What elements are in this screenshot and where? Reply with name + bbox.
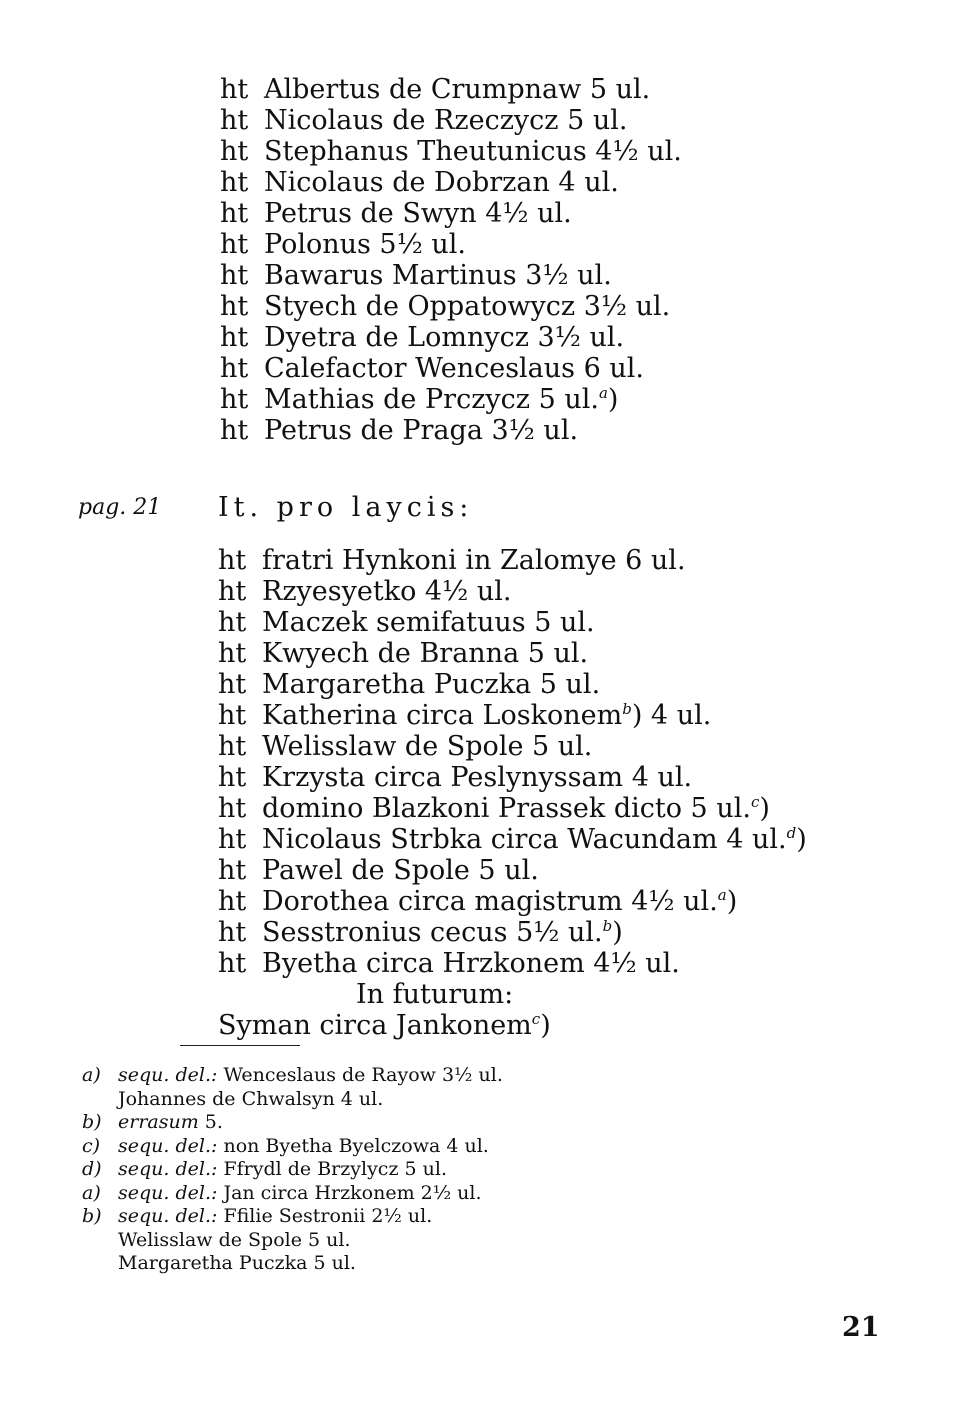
entry-prefix: ht — [220, 353, 249, 384]
entry-text-after: ) — [759, 793, 770, 824]
entry-prefix: ht — [218, 638, 247, 669]
entry-prefix: ht — [218, 762, 247, 793]
footnote-note: sequ. del.: — [118, 1064, 218, 1086]
entry-line — [218, 886, 807, 917]
entry-text-after: ) — [540, 1010, 551, 1041]
footnote-letter: d) — [82, 1158, 102, 1180]
entry-prefix: ht — [220, 322, 249, 353]
future-heading: In futurum: — [356, 979, 514, 1010]
footnote — [82, 1064, 503, 1088]
footnote-marker: c — [750, 793, 760, 811]
entry-line — [218, 793, 807, 824]
entry-text: Calefactor Wenceslaus 6 ul. — [264, 353, 644, 384]
entry-prefix: ht — [220, 291, 249, 322]
footnote-text: Ffrydl de Brzylycz 5 ul. — [223, 1158, 447, 1180]
entry-text: Byetha circa Hrzkonem 4½ ul. — [262, 948, 680, 979]
entry-text: fratri Hynkoni in Zalomye 6 ul. — [262, 545, 686, 576]
footnote-continuation: Margaretha Puczka 5 ul. — [118, 1252, 356, 1274]
entry-text: Katherina circa Loskonem — [262, 700, 623, 731]
entry-text: Albertus de Crumpnaw 5 ul. — [264, 74, 651, 105]
entry-text: Maczek semifatuus 5 ul. — [262, 607, 595, 638]
entry-text: Syman circa Jankonem — [218, 1010, 532, 1041]
entry-list-laity — [218, 545, 807, 1041]
entry-prefix: ht — [220, 74, 249, 105]
footnote-text: non Byetha Byelczowa 4 ul. — [223, 1134, 489, 1157]
entry-prefix: ht — [218, 545, 247, 576]
entry-text-after: ) 4 ul. — [631, 700, 712, 731]
entry-prefix: ht — [218, 576, 247, 607]
footnote-letter: a) — [82, 1064, 101, 1086]
footnote-note: sequ. del.: — [118, 1181, 218, 1204]
footnote — [82, 1182, 503, 1206]
entry-text-after: ) — [607, 384, 619, 415]
entry-line — [218, 731, 807, 762]
footnote-marker: c — [531, 1010, 541, 1028]
entry-line — [220, 105, 682, 136]
entry-text: domino Blazkoni Prassek dicto 5 ul. — [262, 793, 751, 824]
entry-prefix: ht — [220, 198, 249, 229]
entry-text: Styech de Oppatowycz 3½ ul. — [264, 291, 671, 322]
entry-prefix: ht — [220, 415, 249, 446]
entry-text: Mathias de Prczycz 5 ul. — [264, 384, 599, 415]
footnotes — [82, 1064, 503, 1276]
entry-prefix: ht — [218, 607, 247, 638]
footnote — [82, 1111, 503, 1135]
footnote-marker: b — [602, 917, 613, 935]
entry-prefix: ht — [218, 669, 247, 700]
entry-line — [218, 700, 807, 731]
entry-prefix: ht — [218, 700, 247, 731]
footnote-marker: a — [598, 384, 608, 402]
footnote-marker: a — [717, 886, 727, 904]
entry-text: Rzyesyetko 4½ ul. — [262, 576, 512, 607]
section-heading: It. pro laycis: — [218, 492, 474, 523]
entry-text-after: ) — [612, 917, 623, 948]
entry-line — [218, 669, 807, 700]
entry-text: Margaretha Puczka 5 ul. — [262, 669, 601, 700]
footnote — [82, 1205, 503, 1229]
entry-text: Nicolaus de Rzeczycz 5 ul. — [264, 105, 628, 136]
entry-text: Nicolaus de Dobrzan 4 ul. — [264, 167, 619, 198]
entry-line — [218, 948, 807, 979]
entry-line — [218, 824, 807, 855]
entry-line — [220, 198, 682, 229]
footnote-continuation: Johannes de Chwalsyn 4 ul. — [118, 1087, 384, 1110]
entry-line — [218, 762, 807, 793]
margin-page-reference: pag. 21 — [78, 495, 162, 520]
entry-prefix: ht — [220, 229, 249, 260]
footnote-letter: a) — [82, 1181, 101, 1204]
entry-line — [218, 607, 807, 638]
entry-line — [220, 384, 682, 415]
entry-text: Bawarus Martinus 3½ ul. — [264, 260, 612, 291]
entry-line — [218, 917, 807, 948]
entry-text: Petrus de Praga 3½ ul. — [264, 415, 579, 446]
entry-line — [218, 638, 807, 669]
footnote-marker: b — [622, 700, 632, 718]
entry-line — [220, 167, 682, 198]
entry-line — [218, 545, 807, 576]
entry-line — [220, 353, 682, 384]
footnote-text: Ffilie Sestronii 2½ ul. — [223, 1205, 433, 1227]
entry-line — [220, 229, 682, 260]
footnote-note: sequ. del.: — [118, 1134, 218, 1157]
entry-prefix: ht — [220, 136, 249, 167]
entry-line — [220, 136, 682, 167]
footnote-note: errasum — [118, 1111, 199, 1133]
entry-prefix: ht — [218, 731, 247, 762]
entry-line — [220, 74, 682, 105]
entry-text-after: ) — [796, 824, 807, 855]
entry-line — [220, 291, 682, 322]
entry-line — [220, 322, 682, 353]
entry-prefix: ht — [218, 948, 247, 979]
entry-prefix: ht — [220, 260, 249, 291]
entry-text: Nicolaus Strbka circa Wacundam 4 ul. — [262, 824, 787, 855]
entry-text: Dorothea circa magistrum 4½ ul. — [262, 886, 718, 917]
entry-text: Welisslaw de Spole 5 ul. — [262, 731, 593, 762]
footnote-continuation: Welisslaw de Spole 5 ul. — [118, 1228, 351, 1251]
entry-text: Polonus 5½ ul. — [264, 229, 466, 260]
entry-text: Krzysta circa Peslynyssam 4 ul. — [262, 762, 693, 793]
future-entry — [218, 1010, 807, 1041]
footnote-text: 5. — [204, 1111, 223, 1133]
entry-prefix: ht — [218, 917, 247, 948]
footnote-letter: c) — [82, 1134, 101, 1157]
entry-line — [220, 260, 682, 291]
page-number: 21 — [842, 1312, 880, 1343]
entry-prefix: ht — [220, 384, 249, 415]
footnote-text: Wenceslaus de Rayow 3½ ul. — [223, 1064, 503, 1086]
footnote-letter: b) — [82, 1111, 102, 1133]
entry-list-clergy — [220, 74, 682, 446]
footnote-note: sequ. del.: — [118, 1205, 218, 1227]
footnote — [82, 1135, 503, 1159]
footnote-marker: d — [786, 824, 797, 842]
footnote-text: Jan circa Hrzkonem 2½ ul. — [223, 1181, 482, 1204]
footnote-note: sequ. del.: — [118, 1158, 218, 1180]
entry-text: Dyetra de Lomnycz 3½ ul. — [264, 322, 625, 353]
entry-prefix: ht — [218, 886, 247, 917]
entry-text: Petrus de Swyn 4½ ul. — [264, 198, 572, 229]
entry-text: Kwyech de Branna 5 ul. — [262, 638, 589, 669]
entry-prefix: ht — [220, 105, 249, 136]
entry-line — [220, 415, 682, 446]
footnote-divider — [180, 1045, 300, 1046]
entry-text: Stephanus Theutunicus 4½ ul. — [264, 136, 682, 167]
entry-text-after: ) — [726, 886, 738, 917]
entry-prefix: ht — [218, 855, 247, 886]
footnote — [82, 1158, 503, 1182]
entry-line — [218, 576, 807, 607]
footnote-letter: b) — [82, 1205, 102, 1227]
entry-prefix: ht — [218, 824, 247, 855]
entry-text: Sesstronius cecus 5½ ul. — [262, 917, 603, 948]
entry-line — [218, 855, 807, 886]
entry-prefix: ht — [218, 793, 247, 824]
entry-prefix: ht — [220, 167, 249, 198]
entry-text: Pawel de Spole 5 ul. — [262, 855, 539, 886]
